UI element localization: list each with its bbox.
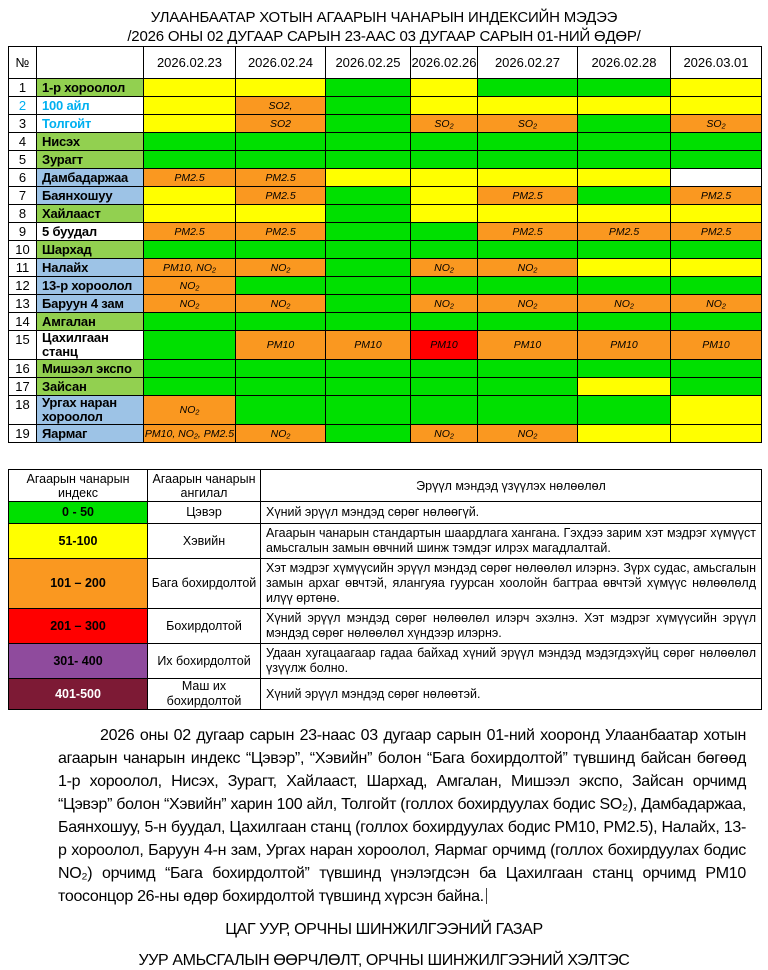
station-number: 13 bbox=[9, 295, 37, 313]
aqi-day-cell bbox=[326, 223, 411, 241]
station-row bbox=[9, 169, 762, 187]
aqi-day-cell bbox=[326, 360, 411, 378]
aqi-day-cell bbox=[236, 241, 326, 259]
aqi-day-cell: NO₂ bbox=[478, 295, 578, 313]
aqi-day-cell: PM2.5 bbox=[236, 169, 326, 187]
station-name: Цахилгаан станц bbox=[37, 331, 144, 360]
station-number: 18 bbox=[9, 396, 37, 425]
text-cursor bbox=[486, 888, 487, 904]
aqi-day-cell: NO₂ bbox=[478, 425, 578, 443]
aqi-day-cell: PM2.5 bbox=[144, 169, 236, 187]
aqi-day-cell bbox=[236, 133, 326, 151]
signature-block bbox=[0, 921, 768, 970]
station-name: Ургах наран хороолол bbox=[37, 396, 144, 425]
station-name: Баруун 4 зам bbox=[37, 295, 144, 313]
aqi-day-cell bbox=[578, 151, 671, 169]
aqi-day-cell bbox=[326, 79, 411, 97]
division-name: УУР АМЬСГАЛЫН ӨӨРЧЛӨЛТ, ОРЧНЫ ШИНЖИЛГЭЭНИЙ ХЭЛТЭС bbox=[138, 952, 630, 969]
aqi-day-cell: SO₂ bbox=[411, 115, 478, 133]
aqi-day-cell bbox=[144, 79, 236, 97]
health-effect-text: Хүний эрүүл мэндэд сөрөг нөлөөтэй. bbox=[261, 679, 762, 710]
aqi-day-cell bbox=[578, 360, 671, 378]
station-row bbox=[9, 360, 762, 378]
legend-row bbox=[9, 679, 762, 710]
station-name: Нисэх bbox=[37, 133, 144, 151]
aqi-day-cell bbox=[578, 169, 671, 187]
aqi-day-cell bbox=[236, 396, 326, 425]
aqi-day-cell bbox=[578, 259, 671, 277]
index-range: 301- 400 bbox=[9, 644, 148, 679]
category-label: Цэвэр bbox=[148, 502, 261, 524]
aqi-day-cell bbox=[578, 277, 671, 295]
aqi-day-cell bbox=[326, 396, 411, 425]
aqi-day-cell: PM10, NO₂ bbox=[144, 259, 236, 277]
aqi-day-cell bbox=[411, 360, 478, 378]
aqi-day-cell bbox=[144, 313, 236, 331]
station-row bbox=[9, 425, 762, 443]
col-header-date: 2026.02.26 bbox=[411, 47, 478, 79]
station-row bbox=[9, 331, 762, 360]
aqi-day-cell: PM2.5 bbox=[671, 187, 762, 205]
col-header-health-effect: Эрүүл мэндэд үзүүлэх нөлөөлөл bbox=[261, 470, 762, 502]
aqi-day-cell bbox=[144, 151, 236, 169]
aqi-day-cell bbox=[236, 313, 326, 331]
station-number: 8 bbox=[9, 205, 37, 223]
station-number: 9 bbox=[9, 223, 37, 241]
aqi-day-cell bbox=[578, 396, 671, 425]
aqi-day-cell bbox=[578, 133, 671, 151]
col-header-date: 2026.02.27 bbox=[478, 47, 578, 79]
aqi-day-cell bbox=[326, 97, 411, 115]
aqi-day-cell bbox=[144, 115, 236, 133]
col-header-date: 2026.02.28 bbox=[578, 47, 671, 79]
aqi-day-cell: SO₂ bbox=[671, 115, 762, 133]
aqi-day-cell bbox=[671, 378, 762, 396]
aqi-day-cell: PM2.5 bbox=[236, 223, 326, 241]
aqi-day-cell bbox=[671, 169, 762, 187]
aqi-day-cell bbox=[411, 79, 478, 97]
station-name: 5 буудал bbox=[37, 223, 144, 241]
station-row bbox=[9, 313, 762, 331]
aqi-day-cell: NO₂ bbox=[411, 425, 478, 443]
aqi-day-cell bbox=[578, 205, 671, 223]
legend-row bbox=[9, 502, 762, 524]
aqi-day-cell: PM2.5 bbox=[144, 223, 236, 241]
aqi-day-cell bbox=[578, 97, 671, 115]
aqi-day-cell bbox=[236, 79, 326, 97]
aqi-day-cell bbox=[478, 277, 578, 295]
aqi-day-cell bbox=[478, 169, 578, 187]
index-range: 401-500 bbox=[9, 679, 148, 710]
aqi-day-cell bbox=[144, 331, 236, 360]
station-number: 2 bbox=[9, 97, 37, 115]
aqi-day-cell: PM10, NO₂, PM2.5 bbox=[144, 425, 236, 443]
aqi-header-row bbox=[9, 47, 762, 79]
station-name: Яармаг bbox=[37, 425, 144, 443]
aqi-day-cell: NO₂ bbox=[144, 295, 236, 313]
station-row bbox=[9, 79, 762, 97]
station-name: Хайлааст bbox=[37, 205, 144, 223]
aqi-day-cell: PM10 bbox=[578, 331, 671, 360]
aqi-day-cell bbox=[671, 277, 762, 295]
aqi-day-cell bbox=[578, 313, 671, 331]
station-name: 100 айл bbox=[37, 97, 144, 115]
station-number: 1 bbox=[9, 79, 37, 97]
aqi-day-cell bbox=[236, 378, 326, 396]
aqi-day-cell bbox=[411, 169, 478, 187]
station-name: 1-р хороолол bbox=[37, 79, 144, 97]
aqi-day-cell bbox=[478, 313, 578, 331]
station-number: 16 bbox=[9, 360, 37, 378]
aqi-day-cell bbox=[326, 295, 411, 313]
health-effect-text: Хэт мэдрэг хүмүүсийн эрүүл мэндэд сөрөг нөлөөлөл илэрнэ. Зүрх судас, амьсгалын замын архаг өвчтэй, ялангуяа гуурсан хоолойн багтраа өвчтэй хүмүүс нөлөөлөлд илүү өртөнө. bbox=[261, 559, 762, 609]
aqi-day-cell: NO₂ bbox=[411, 259, 478, 277]
aqi-day-cell: PM10 bbox=[326, 331, 411, 360]
aqi-day-cell: NO₂ bbox=[671, 295, 762, 313]
category-label: Маш их бохирдолтой bbox=[148, 679, 261, 710]
aqi-day-cell bbox=[144, 187, 236, 205]
aqi-day-cell bbox=[144, 133, 236, 151]
legend-row bbox=[9, 524, 762, 559]
col-header-date: 2026.03.01 bbox=[671, 47, 762, 79]
aqi-day-cell: NO₂ bbox=[236, 425, 326, 443]
aqi-day-cell bbox=[671, 97, 762, 115]
col-header-date: 2026.02.25 bbox=[326, 47, 411, 79]
report-title bbox=[0, 8, 768, 46]
station-number: 4 bbox=[9, 133, 37, 151]
summary-section bbox=[58, 724, 746, 908]
aqi-day-cell bbox=[478, 360, 578, 378]
aqi-day-cell bbox=[326, 241, 411, 259]
aqi-day-cell bbox=[411, 151, 478, 169]
category-label: Бага бохирдолтой bbox=[148, 559, 261, 609]
station-row bbox=[9, 277, 762, 295]
station-row bbox=[9, 241, 762, 259]
station-name: Амгалан bbox=[37, 313, 144, 331]
aqi-day-cell: NO₂ bbox=[478, 259, 578, 277]
station-number: 6 bbox=[9, 169, 37, 187]
aqi-day-cell bbox=[578, 79, 671, 97]
health-effect-text: Удаан хугацаагаар гадаа байхад хүний эрүүл мэндэд мэдэгдэхүйц сөрөг нөлөөлөл үзүүлж болно. bbox=[261, 644, 762, 679]
aqi-day-cell: PM10 bbox=[478, 331, 578, 360]
station-number: 3 bbox=[9, 115, 37, 133]
aqi-day-cell bbox=[326, 277, 411, 295]
col-header-category: Агаарын чанарын ангилал bbox=[148, 470, 261, 502]
aqi-day-cell: NO₂ bbox=[411, 295, 478, 313]
aqi-day-cell bbox=[671, 313, 762, 331]
station-row bbox=[9, 133, 762, 151]
station-row bbox=[9, 187, 762, 205]
station-number: 12 bbox=[9, 277, 37, 295]
aqi-table bbox=[8, 46, 762, 443]
station-number: 10 bbox=[9, 241, 37, 259]
aqi-day-cell bbox=[478, 378, 578, 396]
aqi-day-cell bbox=[578, 425, 671, 443]
aqi-day-cell: PM2.5 bbox=[671, 223, 762, 241]
aqi-day-cell bbox=[411, 187, 478, 205]
station-row bbox=[9, 259, 762, 277]
aqi-day-cell bbox=[578, 241, 671, 259]
aqi-day-cell bbox=[236, 151, 326, 169]
aqi-day-cell: SO₂ bbox=[478, 115, 578, 133]
aqi-day-cell bbox=[411, 313, 478, 331]
col-header-date: 2026.02.23 bbox=[144, 47, 236, 79]
aqi-day-cell bbox=[326, 425, 411, 443]
aqi-day-cell bbox=[411, 223, 478, 241]
health-effect-text: Хүний эрүүл мэндэд сөрөг нөлөөлөл илэрч эхэлнэ. Хэт мэдрэг хүмүүсийн эрүүл мэндэд сөрөг нөлөөлөл хүндээр илэрнэ. bbox=[261, 609, 762, 644]
aqi-day-cell: NO₂ bbox=[144, 277, 236, 295]
aqi-day-cell: PM2.5 bbox=[236, 187, 326, 205]
station-name: Толгойт bbox=[37, 115, 144, 133]
category-label: Их бохирдолтой bbox=[148, 644, 261, 679]
station-number: 7 bbox=[9, 187, 37, 205]
category-label: Хэвийн bbox=[148, 524, 261, 559]
station-number: 17 bbox=[9, 378, 37, 396]
aqi-day-cell bbox=[478, 97, 578, 115]
station-name: Налайх bbox=[37, 259, 144, 277]
aqi-day-cell bbox=[411, 396, 478, 425]
aqi-day-cell: PM10 bbox=[236, 331, 326, 360]
aqi-day-cell bbox=[236, 360, 326, 378]
aqi-day-cell bbox=[478, 79, 578, 97]
station-name: Мишээл экспо bbox=[37, 360, 144, 378]
aqi-day-cell bbox=[671, 151, 762, 169]
aqi-day-cell: PM2.5 bbox=[478, 187, 578, 205]
aqi-day-cell bbox=[671, 205, 762, 223]
aqi-day-cell: NO₂ bbox=[236, 259, 326, 277]
aqi-day-cell bbox=[326, 378, 411, 396]
aqi-day-cell bbox=[144, 205, 236, 223]
aqi-day-cell bbox=[671, 360, 762, 378]
aqi-day-cell bbox=[411, 241, 478, 259]
aqi-day-cell: PM10 bbox=[671, 331, 762, 360]
aqi-day-cell bbox=[144, 378, 236, 396]
aqi-day-cell bbox=[578, 115, 671, 133]
aqi-day-cell bbox=[236, 277, 326, 295]
aqi-day-cell bbox=[326, 133, 411, 151]
aqi-day-cell: NO₂ bbox=[236, 295, 326, 313]
station-number: 5 bbox=[9, 151, 37, 169]
aqi-day-cell bbox=[236, 205, 326, 223]
aqi-day-cell bbox=[578, 378, 671, 396]
aqi-day-cell bbox=[326, 169, 411, 187]
aqi-day-cell bbox=[326, 205, 411, 223]
agency-name: ЦАГ УУР, ОРЧНЫ ШИНЖИЛГЭЭНИЙ ГАЗАР bbox=[225, 921, 543, 938]
aqi-day-cell: PM2.5 bbox=[478, 223, 578, 241]
station-row bbox=[9, 396, 762, 425]
station-name: Шархад bbox=[37, 241, 144, 259]
station-row bbox=[9, 205, 762, 223]
aqi-day-cell bbox=[671, 259, 762, 277]
aqi-day-cell: NO₂ bbox=[144, 396, 236, 425]
col-header-date: 2026.02.24 bbox=[236, 47, 326, 79]
aqi-day-cell bbox=[671, 79, 762, 97]
aqi-day-cell bbox=[478, 241, 578, 259]
aqi-day-cell bbox=[411, 277, 478, 295]
aqi-day-cell bbox=[144, 360, 236, 378]
aqi-day-cell: SO2, bbox=[236, 97, 326, 115]
station-row bbox=[9, 378, 762, 396]
station-number: 14 bbox=[9, 313, 37, 331]
station-row bbox=[9, 223, 762, 241]
aqi-day-cell bbox=[478, 151, 578, 169]
aqi-day-cell bbox=[671, 396, 762, 425]
aqi-day-cell: PM10 bbox=[411, 331, 478, 360]
summary-text: 2026 оны 02 дугаар сарын 23-наас 03 дугаар сарын 01-ний хооронд Улаанбаатар хотын агаарын чанарын индекс “Цэвэр”, “Хэвийн” болон “Бага бохирдолтой” түвшинд байсан бөгөөд 1-р хороолол, Нисэх, Зурагт, Хайлааст, Шархад, Амгалан, Мишээл экспо, Зайсан орчимд “Цэвэр” болон “Хэвийн” харин 100 айл, Толгойт (голлох бохирдуулах бодис SO₂), Дамбадаржаа, Баянхошуу, 5-н буудал, Цахилгаан станц (голлох бохирдуулах бодис PM10, PM2.5), Налайх, 13-р хороолол, Баруун 4-н зам, Ургах наран хороолол, Яармаг орчимд (голлох бохирдуулах бодис NO₂) орчимд “Бага бохирдолтой” түвшинд үнэлэгдсэн ба Цахилгаан станц орчимд PM10 тоосонцор 26-ны өдөр бохирдолтой түвшинд хүрсэн байна. bbox=[58, 727, 746, 905]
aqi-legend-table bbox=[8, 469, 762, 710]
aqi-day-cell bbox=[326, 151, 411, 169]
legend-row bbox=[9, 609, 762, 644]
health-effect-text: Хүний эрүүл мэндэд сөрөг нөлөөгүй. bbox=[261, 502, 762, 524]
aqi-day-cell bbox=[411, 205, 478, 223]
index-range: 51-100 bbox=[9, 524, 148, 559]
report-title-line1: УЛААНБААТАР ХОТЫН АГААРЫН ЧАНАРЫН ИНДЕКСИЙН МЭДЭЭ bbox=[150, 9, 618, 26]
aqi-day-cell: SO2 bbox=[236, 115, 326, 133]
station-name: 13-р хороолол bbox=[37, 277, 144, 295]
aqi-day-cell bbox=[478, 396, 578, 425]
station-row bbox=[9, 115, 762, 133]
aqi-day-cell bbox=[478, 133, 578, 151]
aqi-day-cell bbox=[144, 241, 236, 259]
health-effect-text: Агаарын чанарын стандартын шаардлага хангана. Гэхдээ зарим хэт мэдрэг хүмүүст амьсгалын замын өвчний шинж тэмдэг илрэх магадлалтай. bbox=[261, 524, 762, 559]
aqi-day-cell bbox=[671, 241, 762, 259]
station-row bbox=[9, 97, 762, 115]
aqi-day-cell bbox=[578, 187, 671, 205]
aqi-day-cell bbox=[326, 313, 411, 331]
station-number: 19 bbox=[9, 425, 37, 443]
aqi-day-cell bbox=[411, 97, 478, 115]
station-name: Зурагт bbox=[37, 151, 144, 169]
aqi-day-cell bbox=[671, 133, 762, 151]
station-name: Зайсан bbox=[37, 378, 144, 396]
aqi-day-cell bbox=[478, 205, 578, 223]
aqi-day-cell bbox=[326, 115, 411, 133]
index-range: 201 – 300 bbox=[9, 609, 148, 644]
station-row bbox=[9, 151, 762, 169]
station-number: 15 bbox=[9, 331, 37, 360]
col-header-station bbox=[37, 47, 144, 79]
station-name: Дамбадаржаа bbox=[37, 169, 144, 187]
legend-header-row bbox=[9, 470, 762, 502]
legend-row bbox=[9, 644, 762, 679]
aqi-day-cell bbox=[326, 259, 411, 277]
station-number: 11 bbox=[9, 259, 37, 277]
aqi-day-cell: PM2.5 bbox=[578, 223, 671, 241]
report-title-line2: /2026 ОНЫ 02 ДУГААР САРЫН 23-ААС 03 ДУГААР САРЫН 01-НИЙ ӨДӨР/ bbox=[127, 28, 641, 45]
category-label: Бохирдолтой bbox=[148, 609, 261, 644]
aqi-day-cell: NO₂ bbox=[578, 295, 671, 313]
index-range: 0 - 50 bbox=[9, 502, 148, 524]
aqi-day-cell bbox=[326, 187, 411, 205]
col-header-number: № bbox=[9, 47, 37, 79]
index-range: 101 – 200 bbox=[9, 559, 148, 609]
aqi-day-cell bbox=[144, 97, 236, 115]
station-row bbox=[9, 295, 762, 313]
document-page bbox=[0, 8, 768, 970]
col-header-index: Агаарын чанарын индекс bbox=[9, 470, 148, 502]
aqi-day-cell bbox=[671, 425, 762, 443]
legend-row bbox=[9, 559, 762, 609]
summary-paragraph bbox=[58, 724, 746, 908]
station-name: Баянхошуу bbox=[37, 187, 144, 205]
aqi-day-cell bbox=[411, 378, 478, 396]
aqi-day-cell bbox=[411, 133, 478, 151]
